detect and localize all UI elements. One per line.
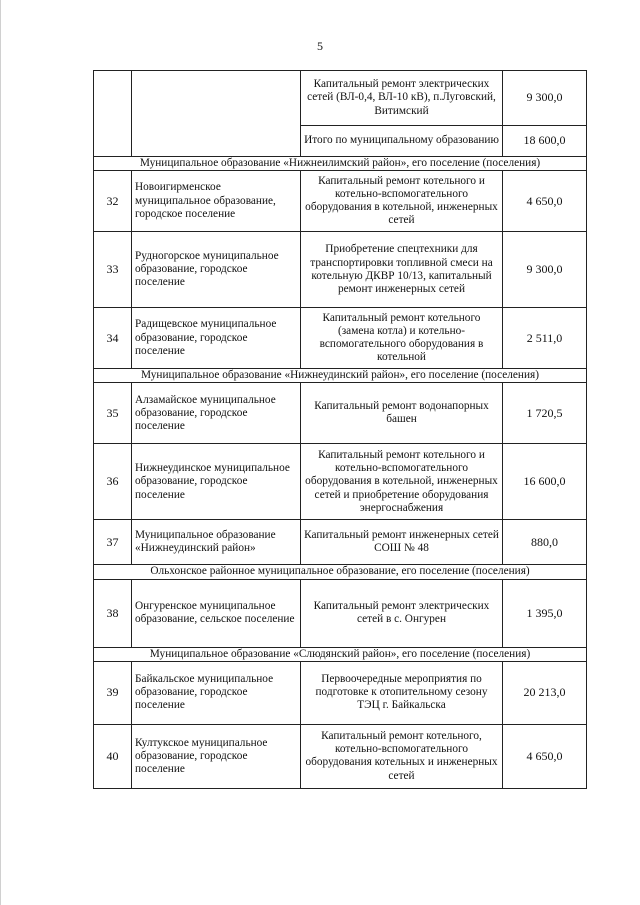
amount-cell: 4 650,0 — [503, 724, 587, 788]
municipality-cell: Новоигирменское муниципальное образование, городское поселение — [132, 171, 301, 232]
number-cell: 32 — [94, 171, 132, 232]
amount-cell: 20 213,0 — [503, 661, 587, 724]
work-cell: Капитальный ремонт инженерных сетей СОШ № 48 — [301, 520, 503, 565]
group-title: Муниципальное образование «Слюдянский район», его поселение (поселения) — [94, 647, 587, 661]
table-row — [94, 579, 587, 647]
amount-cell: 1 395,0 — [503, 579, 587, 647]
number-cell: 34 — [94, 308, 132, 369]
budget-allocation-table — [93, 70, 587, 789]
group-header-row — [94, 157, 587, 171]
amount-cell: 16 600,0 — [503, 444, 587, 520]
scan-edge — [0, 0, 1, 905]
amount-cell: 880,0 — [503, 520, 587, 565]
work-cell: Капитальный ремонт котельного (замена котла) и котельно-вспомогательного оборудования в котельной — [301, 308, 503, 369]
number-cell: 40 — [94, 724, 132, 788]
municipality-cell: Байкальское муниципальное образование, городское поселение — [132, 661, 301, 724]
municipality-cell: Радищевское муниципальное образование, городское поселение — [132, 308, 301, 369]
group-header-row — [94, 647, 587, 661]
number-cell: 37 — [94, 520, 132, 565]
number-cell: 39 — [94, 661, 132, 724]
total-amount-cell: 18 600,0 — [503, 126, 587, 157]
amount-cell: 9 300,0 — [503, 71, 587, 126]
number-cell: 33 — [94, 232, 132, 308]
municipality-cell: Алзамайское муниципальное образование, городское поселение — [132, 383, 301, 444]
table-row — [94, 171, 587, 232]
number-cell: 35 — [94, 383, 132, 444]
work-cell: Капитальный ремонт электрических сетей (ВЛ-0,4, ВЛ-10 кВ), п.Луговский, Витимский — [301, 71, 503, 126]
work-cell: Капитальный ремонт котельного и котельно-вспомогательного оборудования в котельной, инженерных сетей и приобретение оборудования энергоснабжения — [301, 444, 503, 520]
amount-cell: 4 650,0 — [503, 171, 587, 232]
work-cell: Капитальный ремонт водонапорных башен — [301, 383, 503, 444]
table-row — [94, 383, 587, 444]
group-header-row — [94, 565, 587, 579]
group-title: Муниципальное образование «Нижнеилимский район», его поселение (поселения) — [94, 157, 587, 171]
work-cell: Первоочередные мероприятия по подготовке к отопительному сезону ТЭЦ г. Байкальска — [301, 661, 503, 724]
table-row — [94, 71, 587, 126]
work-cell: Капитальный ремонт котельного, котельно-вспомогательного оборудования котельных и инженерных сетей — [301, 724, 503, 788]
municipality-cell: Онгуренское муниципальное образование, сельское поселение — [132, 579, 301, 647]
group-title: Муниципальное образование «Нижнеудинский район», его поселение (поселения) — [94, 369, 587, 383]
amount-cell: 9 300,0 — [503, 232, 587, 308]
table-row — [94, 232, 587, 308]
number-cell — [94, 71, 132, 157]
table-row — [94, 724, 587, 788]
work-cell: Капитальный ремонт электрических сетей в с. Онгурен — [301, 579, 503, 647]
municipality-cell: Рудногорское муниципальное образование, городское поселение — [132, 232, 301, 308]
work-cell: Приобретение спецтехники для транспортировки топливной смеси на котельную ДКВР 10/13, капитальный ремонт инженерных сетей — [301, 232, 503, 308]
table-row — [94, 308, 587, 369]
group-title: Ольхонское районное муниципальное образование, его поселение (поселения) — [94, 565, 587, 579]
amount-cell: 1 720,5 — [503, 383, 587, 444]
number-cell: 36 — [94, 444, 132, 520]
municipality-cell: Нижнеудинское муниципальное образование, городское поселение — [132, 444, 301, 520]
table-row — [94, 661, 587, 724]
work-cell: Капитальный ремонт котельного и котельно-вспомогательного оборудования в котельной, инженерных сетей — [301, 171, 503, 232]
page-number: 5 — [317, 39, 323, 53]
number-cell: 38 — [94, 579, 132, 647]
group-header-row — [94, 369, 587, 383]
table-row — [94, 444, 587, 520]
total-label-cell: Итого по муниципальному образованию — [301, 126, 503, 157]
municipality-cell: Култукское муниципальное образование, городское поселение — [132, 724, 301, 788]
table-row — [94, 520, 587, 565]
municipality-cell — [132, 71, 301, 157]
amount-cell: 2 511,0 — [503, 308, 587, 369]
municipality-cell: Муниципальное образование «Нижнеудинский район» — [132, 520, 301, 565]
